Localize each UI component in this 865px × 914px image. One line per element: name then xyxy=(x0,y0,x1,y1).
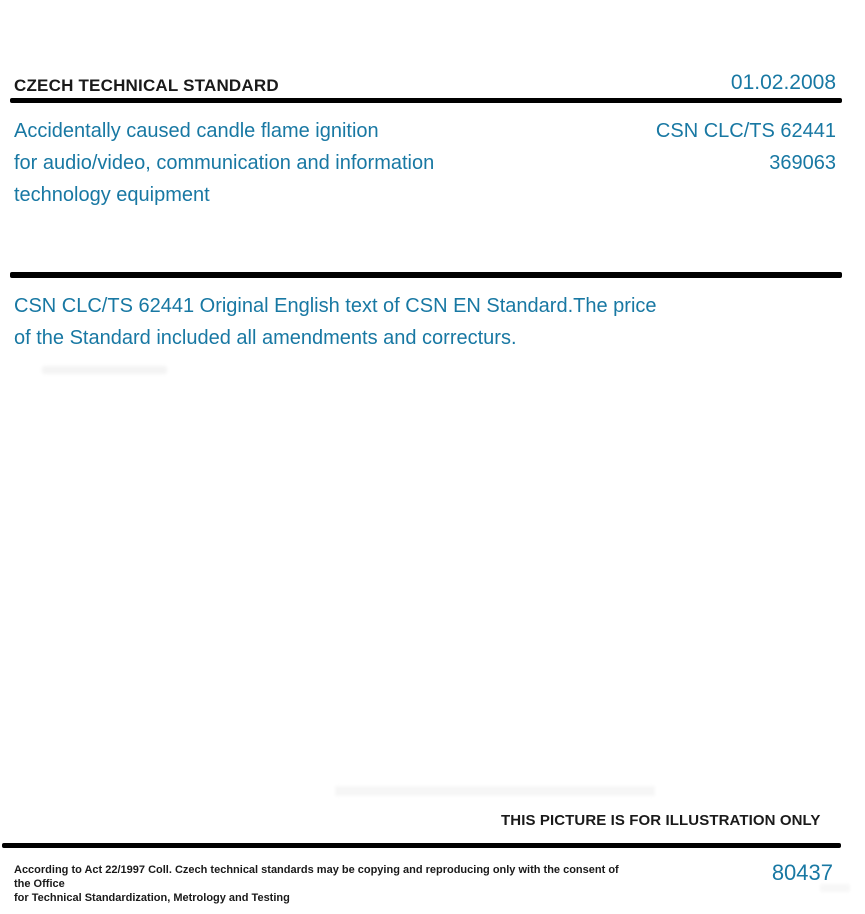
standard-title-line: technology equipment xyxy=(14,184,210,206)
scan-artifact xyxy=(335,786,655,796)
standard-reference-block xyxy=(536,115,836,179)
illustration-only-note: THIS PICTURE IS FOR ILLUSTRATION ONLY xyxy=(501,812,821,829)
annotation-line: of the Standard included all amendments and correcturs. xyxy=(14,327,517,349)
issue-date: 01.02.2008 xyxy=(730,71,836,94)
standard-title-block xyxy=(14,115,534,211)
copyright-notice xyxy=(14,863,634,905)
standard-designation: CSN CLC/TS 62441 xyxy=(655,120,836,142)
page-title: CZECH TECHNICAL STANDARD xyxy=(14,76,279,95)
annotation-block xyxy=(14,290,774,354)
copyright-line: for Technical Standardization, Metrology and Testing xyxy=(14,892,290,904)
section-divider-rule xyxy=(10,272,842,278)
catalog-number: 369063 xyxy=(769,152,836,174)
annotation-line: CSN CLC/TS 62441 Original English text of CSN EN Standard.The price xyxy=(14,295,657,317)
header-divider-rule xyxy=(10,98,842,103)
copyright-line: According to Act 22/1997 Coll. Czech technical standards may be copying and reproducing only with the consent of the Office xyxy=(14,864,619,890)
standard-title-line: for audio/video, communication and information xyxy=(14,152,435,174)
order-number: 80437 xyxy=(771,860,833,885)
standard-title-line: Accidentally caused candle flame ignition xyxy=(14,120,379,142)
scan-artifact xyxy=(42,366,167,374)
footer-divider-rule xyxy=(2,843,841,848)
